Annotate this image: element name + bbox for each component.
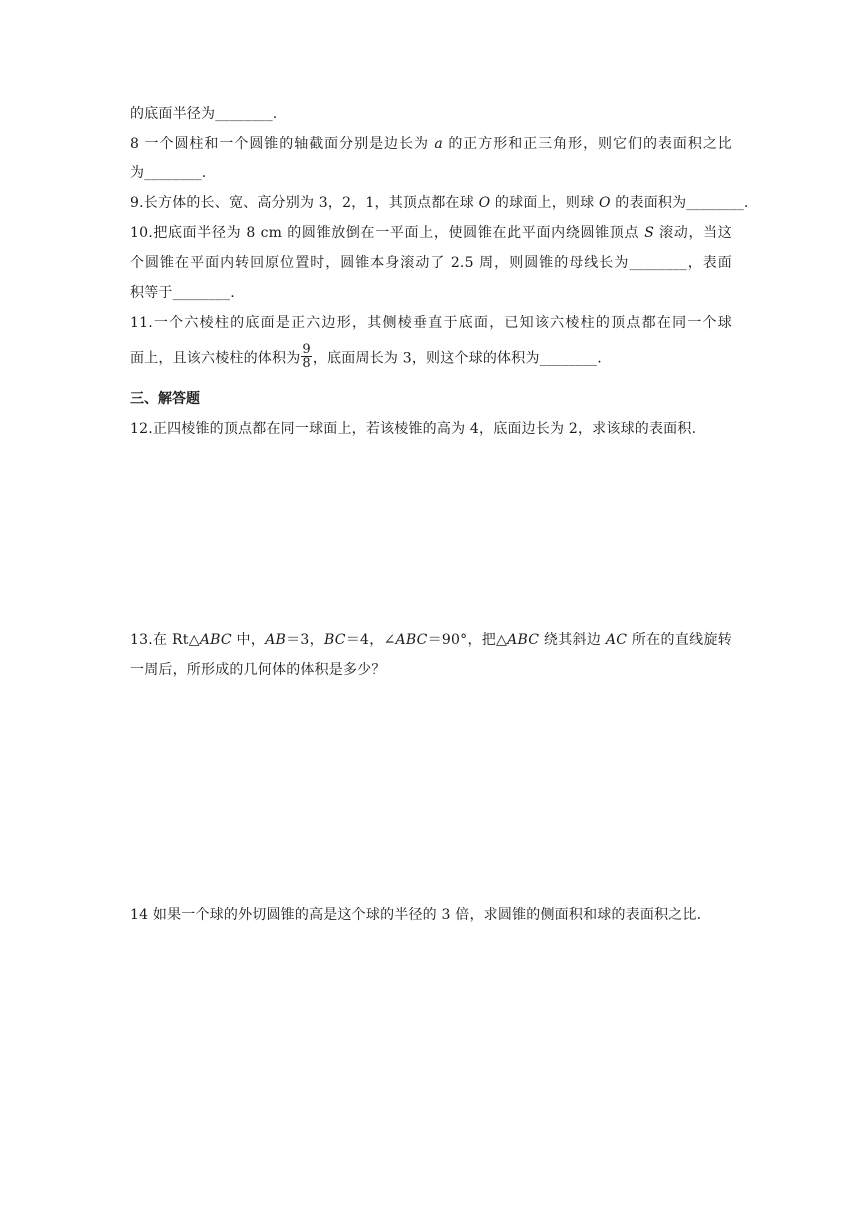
question-12: 12.正四棱锥的顶点都在同一球面上，若该棱锥的高为 4，底面边长为 2，求该球的表面积. [130, 421, 697, 437]
fraction-nine-eighths: $\frac{9}{8}$ [302, 342, 311, 371]
section-title-answer-questions: 三、解答题 [130, 391, 200, 407]
question-8-line-2: 为________. [130, 165, 207, 181]
question-10-line-1: 10.把底面半径为 8 cm 的圆锥放倒在一平面上，使圆锥在此平面内绕圆锥顶点 S 滚动，当这 [130, 225, 732, 241]
question-14: 14 如果一个球的外切圆锥的高是这个球的半径的 3 倍，求圆锥的侧面积和球的表面积之比. [130, 907, 702, 923]
question-11-line-1: 11.一个六棱柱的底面是正六边形，其侧棱垂直于底面，已知该六棱柱的顶点都在同一个球 [130, 315, 732, 331]
question-7-tail: 的底面半径为________. [130, 106, 278, 122]
question-13-line-2: 一周后，所形成的几何体的体积是多少？ [130, 662, 386, 678]
question-9: 9.长方体的长、宽、高分别为 3，2，1，其顶点都在球 O 的球面上，则球 O 的表面积为________. [130, 195, 749, 211]
question-8-line-1: 8 一个圆柱和一个圆锥的轴截面分别是边长为 a 的正方形和正三角形，则它们的表面积之比 [130, 136, 732, 152]
question-10-line-3: 积等于________. [130, 285, 235, 301]
question-11-line-2: 面上，且该六棱柱的体积为 $\frac{9}{8}$ ，底面周长为 3，则这个球的体积为________. [130, 342, 602, 371]
question-13-line-1: 13.在 Rt△ABC 中，AB＝3，BC＝4，∠ABC＝90°，把△ABC 绕其斜边 AC 所在的直线旋转 [130, 632, 732, 648]
question-10-line-2: 个圆锥在平面内转回原位置时，圆锥本身滚动了 2.5 周，则圆锥的母线长为________，表面 [130, 255, 732, 271]
